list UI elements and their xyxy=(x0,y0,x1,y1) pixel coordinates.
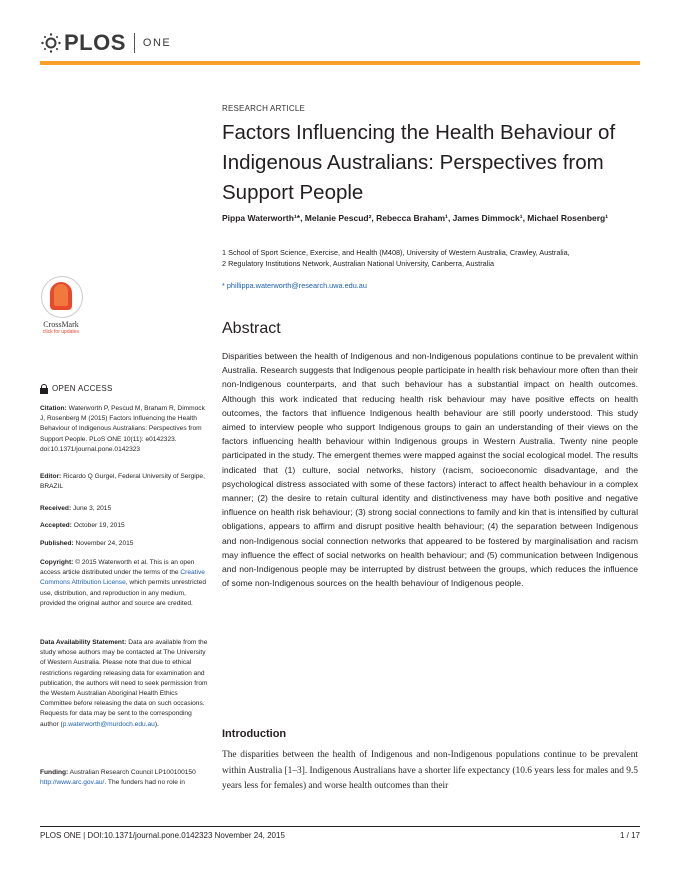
open-access-label xyxy=(40,384,210,394)
abstract-heading: Abstract xyxy=(222,320,281,337)
funding-text-2: . The funders had no role in xyxy=(104,779,185,787)
funding-label: Funding: xyxy=(40,769,69,776)
citation-block xyxy=(40,404,210,455)
cc-license-link[interactable]: Creative Commons Attribution License xyxy=(40,569,205,587)
published-date xyxy=(40,539,210,549)
affiliations xyxy=(222,247,638,269)
corresponding-email-link[interactable]: * phillippa.waterworth@research.uwa.edu.au xyxy=(222,281,367,290)
article-type: RESEARCH ARTICLE xyxy=(222,104,306,113)
received-label: Received: xyxy=(40,505,72,512)
editor-label: Editor: xyxy=(40,473,62,480)
crossmark-label: CrossMark xyxy=(43,320,79,329)
plos-sunburst-icon xyxy=(40,32,62,54)
crossmark-badge[interactable] xyxy=(40,276,82,335)
logo-divider xyxy=(134,33,135,53)
received-text: June 3, 2015 xyxy=(73,505,112,512)
data-availability-block xyxy=(40,638,210,730)
citation-text: Waterworth P, Pescud M, Braham R, Dimmock J, Rosenberg M (2015) Factors Influencing the Health Behaviour of Indigenous Australians: Perspectives from Support People. PLoS ONE 10(11): e0142323. doi:10.1371/journal.pone.0142323 xyxy=(40,405,205,453)
footer-divider xyxy=(40,826,640,827)
plos-logo xyxy=(40,30,171,56)
copyright-text-1: © 2015 Waterworth et al. This is an open access article distributed under the terms of the xyxy=(40,559,195,577)
published-label: Published: xyxy=(40,540,74,547)
abstract-body: Disparities between the health of Indigenous and non-Indigenous populations continue to be prevalent within Australia. Research suggests that Indigenous people participate in health risk behaviour more often than their non-Indigenous counterparts, and that such behaviour has a substantial impact on health outcomes. Although this work indicated that reducing health risk behaviour may have positive effects on health outcomes, the factors that influence Indigenous health behaviour are still poorly understood. This study aimed to interview people who support Indigenous groups to gain an understanding of their views on the factors influencing health behaviour within Indigenous groups in Western Australia. Twenty nine people participated in the study. The emergent themes were mapped against the social ecological model. The results indicated that (1) culture, social networks, history (racism, socioeconomic disadvantage, and the psychological distress associated with some of these factors) interact to affect health behaviour in a complex manner; (2) the desire to retain cultural identity and distinctiveness may have both positive and negative influence on health risk behaviour; (3) strong social connections to family and kin that is intensified by cultural obligations, appears to affirm and disrupt positive health behaviour; (4) the separation between Indigenous and non-Indigenous social connection networks that appeared to be fostered by marginalisation and racism may influence the effect of social networks on health behaviour; and (5) communication between Indigenous and non-Indigenous people may be interrupted by distrust between the groups, which reduces the influence of some non-Indigenous sources on the health behaviour of Indigenous people. xyxy=(222,351,638,589)
article-title: Factors Influencing the Health Behaviour of Indigenous Australians: Perspectives from Support People xyxy=(222,121,616,204)
copyright-block xyxy=(40,558,210,609)
funding-text-1: Australian Research Council LP100100150 xyxy=(69,769,196,776)
accepted-date xyxy=(40,521,210,531)
data-availability-end: ). xyxy=(154,720,159,728)
accepted-text: October 19, 2015 xyxy=(73,522,125,529)
arc-website-link[interactable]: http://www.arc.gov.au/ xyxy=(40,779,105,787)
journal-name: ONE xyxy=(142,37,172,49)
introduction-heading: Introduction xyxy=(222,728,287,740)
author-list: Pippa Waterworth¹*, Melanie Pescud², Rebecca Braham¹, James Dimmock¹, Michael Rosenberg¹ xyxy=(222,213,609,223)
received-date xyxy=(40,504,210,514)
editor-text: Ricardo Q Gurgel, Federal University of Sergipe, BRAZIL xyxy=(40,473,205,491)
affiliation-1: 1 School of Sport Science, Exercise, and Health (M408), University of Western Australia, Crawley, Australia, xyxy=(222,248,570,257)
open-access-text: OPEN ACCESS xyxy=(52,384,113,393)
accepted-label: Accepted: xyxy=(40,522,72,529)
crossmark-icon xyxy=(41,276,83,318)
data-availability-text: Data are available from the study whose authors may be contacted at The University of Western Australia. Please note that due to ethical restrictions regarding releasing data for examination and publication, the authors will need to seek permission from the Western Australian Aboriginal Health Ethics Committee before releasing the data on such occasions. Requests for data may be sent to the corresponding author ( xyxy=(40,639,208,728)
copyright-label: Copyright: xyxy=(40,559,74,566)
page-number: 1 / 17 xyxy=(619,831,640,840)
citation-label: Citation: xyxy=(40,405,67,412)
crossmark-sub: click for updates xyxy=(42,329,80,335)
open-lock-icon xyxy=(40,384,48,394)
affiliation-2: 2 Regulatory Institutions Network, Australian National University, Canberra, Australia xyxy=(222,259,495,268)
brand-name: PLOS xyxy=(64,30,126,55)
published-text: November 24, 2015 xyxy=(75,540,134,547)
header-accent-bar xyxy=(40,61,640,65)
funding-block xyxy=(40,768,210,788)
data-contact-email-link[interactable]: p.waterworth@murdoch.edu.au xyxy=(62,720,155,728)
introduction-body: The disparities between the health of Indigenous and non-Indigenous populations continue to be prevalent within Australia [1–3]. Indigenous Australians have a shorter life expectancy (10.6 years less for males and 9.5 years less for females) and worse health outcomes than their xyxy=(222,750,638,791)
footer-citation: PLOS ONE | DOI:10.1371/journal.pone.0142323 November 24, 2015 xyxy=(40,831,285,840)
data-availability-label: Data Availability Statement: xyxy=(40,639,127,646)
copyright-text-2: , which permits unrestricted use, distribution, and reproduction in any medium, provided the original author and source are credited. xyxy=(40,579,207,607)
editor-block xyxy=(40,472,210,492)
